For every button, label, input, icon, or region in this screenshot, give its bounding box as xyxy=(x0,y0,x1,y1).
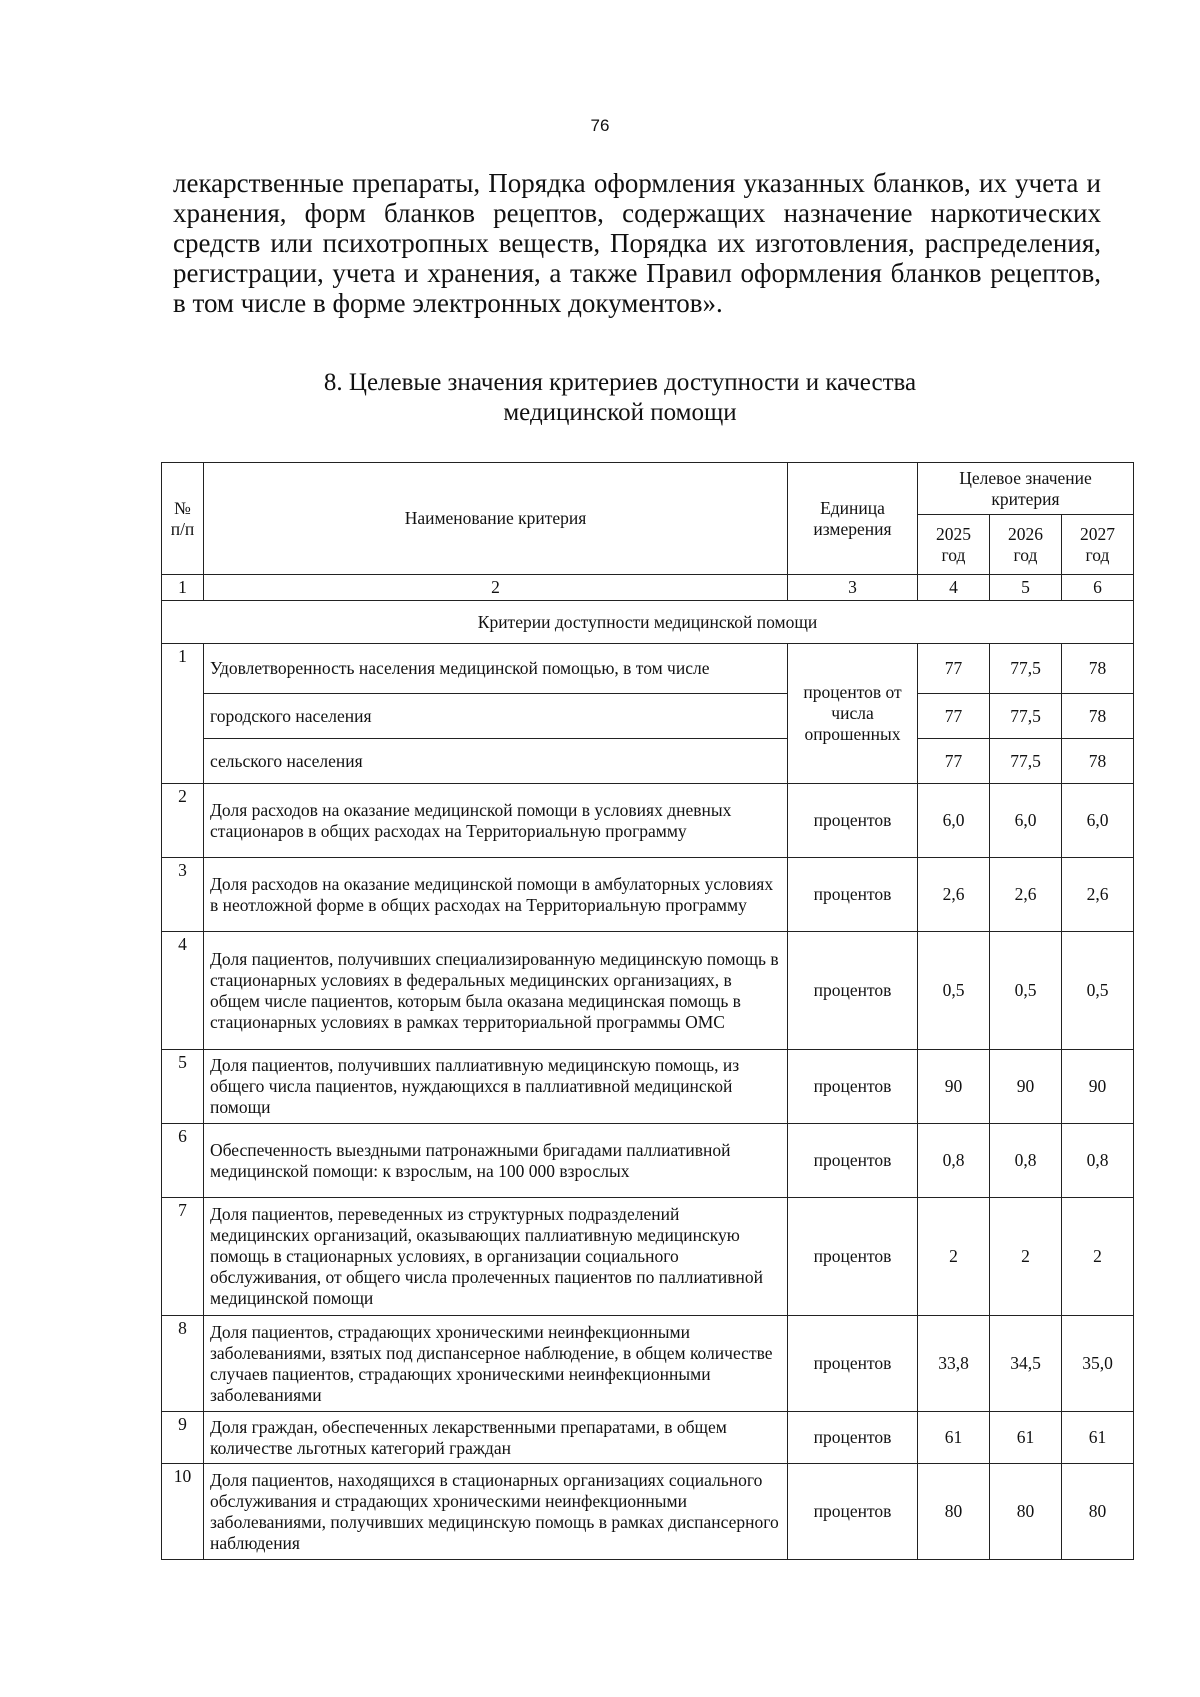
row-value-2027: 90 xyxy=(1062,1050,1134,1124)
row-unit: процентов xyxy=(788,1124,918,1198)
column-number: 2 xyxy=(204,575,788,601)
row-name: Удовлетворенность населения медицинской помощью, в том числе xyxy=(204,644,788,694)
row-name: сельского населения xyxy=(204,739,788,784)
row-num: 10 xyxy=(162,1464,204,1560)
row-value-2026: 77,5 xyxy=(990,694,1062,739)
table-row xyxy=(162,1124,1134,1198)
table-row xyxy=(162,1198,1134,1316)
section-heading xyxy=(180,368,1060,428)
row-unit: процентов xyxy=(788,1412,918,1464)
row-value-2026: 61 xyxy=(990,1412,1062,1464)
row-num: 8 xyxy=(162,1316,204,1412)
table-body xyxy=(162,601,1134,1560)
row-value-2026: 6,0 xyxy=(990,784,1062,858)
row-value-2027: 35,0 xyxy=(1062,1316,1134,1412)
row-num: 1 xyxy=(162,644,204,784)
row-value-2027: 80 xyxy=(1062,1464,1134,1560)
row-name: Доля пациентов, получивших паллиативную медицинскую помощь, из общего числа пациентов, нуждающихся в паллиативной медицинской помощи xyxy=(204,1050,788,1124)
row-unit: процентов xyxy=(788,1050,918,1124)
row-unit: процентов xyxy=(788,858,918,932)
header-row xyxy=(162,463,1134,515)
column-number: 3 xyxy=(788,575,918,601)
row-value-2025: 6,0 xyxy=(918,784,990,858)
table-row xyxy=(162,644,1134,694)
row-value-2026: 2,6 xyxy=(990,858,1062,932)
row-num: 5 xyxy=(162,1050,204,1124)
row-value-2026: 80 xyxy=(990,1464,1062,1560)
row-unit: процентов xyxy=(788,1316,918,1412)
row-unit: процентов xyxy=(788,784,918,858)
row-name: Доля пациентов, переведенных из структурных подразделений медицинских организаций, оказывающих паллиативную медицинскую помощь в стационарных условиях, в организации социального обслуживания, от общего числа пролеченных пациентов по паллиативной медицинской помощи xyxy=(204,1198,788,1316)
row-name: Доля пациентов, страдающих хроническими неинфекционными заболеваниями, взятых под диспансерное наблюдение, в общем количестве случаев пациентов, страдающих хроническими неинфекционными заболеваниями xyxy=(204,1316,788,1412)
row-value-2027: 61 xyxy=(1062,1412,1134,1464)
row-name: Обеспеченность выездными патронажными бригадами паллиативной медицинской помощи: к взрослым, на 100 000 взрослых xyxy=(204,1124,788,1198)
section-heading-line-2: медицинской помощи xyxy=(503,399,737,426)
column-number: 4 xyxy=(918,575,990,601)
row-value-2025: 90 xyxy=(918,1050,990,1124)
row-value-2027: 78 xyxy=(1062,694,1134,739)
row-value-2025: 80 xyxy=(918,1464,990,1560)
header-year-2026: 2026 год xyxy=(990,515,1062,575)
page-number: 76 xyxy=(590,116,610,135)
row-value-2027: 2 xyxy=(1062,1198,1134,1316)
row-value-2026: 2 xyxy=(990,1198,1062,1316)
row-unit: процентов xyxy=(788,1198,918,1316)
row-num: 4 xyxy=(162,932,204,1050)
column-number: 5 xyxy=(990,575,1062,601)
row-name: Доля пациентов, находящихся в стационарных организациях социального обслуживания и страдающих хроническими неинфекционными заболеваниями, получивших медицинскую помощь в рамках диспансерного наблюдения xyxy=(204,1464,788,1560)
table-row xyxy=(162,784,1134,858)
row-value-2027: 0,5 xyxy=(1062,932,1134,1050)
row-name: городского населения xyxy=(204,694,788,739)
row-value-2027: 78 xyxy=(1062,739,1134,784)
table-row xyxy=(162,1050,1134,1124)
column-number: 6 xyxy=(1062,575,1134,601)
row-value-2026: 77,5 xyxy=(990,644,1062,694)
row-name: Доля пациентов, получивших специализированную медицинскую помощь в стационарных условиях в федеральных медицинских организациях, в общем числе пациентов, которым была оказана медицинская помощь в стационарных условиях в рамках территориальной программы ОМС xyxy=(204,932,788,1050)
table-row xyxy=(162,932,1134,1050)
table-header xyxy=(162,463,1134,601)
row-unit: процентов xyxy=(788,932,918,1050)
row-value-2025: 33,8 xyxy=(918,1316,990,1412)
row-unit: процентов xyxy=(788,1464,918,1560)
row-value-2026: 77,5 xyxy=(990,739,1062,784)
header-name: Наименование критерия xyxy=(204,463,788,575)
table-row xyxy=(162,1412,1134,1464)
row-value-2025: 2,6 xyxy=(918,858,990,932)
section-title: Критерии доступности медицинской помощи xyxy=(162,601,1134,644)
row-name: Доля граждан, обеспеченных лекарственными препаратами, в общем количестве льготных категорий граждан xyxy=(204,1412,788,1464)
header-year-2027: 2027 год xyxy=(1062,515,1134,575)
row-name: Доля расходов на оказание медицинской помощи в условиях дневных стационаров в общих расходах на Территориальную программу xyxy=(204,784,788,858)
section-row xyxy=(162,601,1134,644)
header-num: № п/п xyxy=(162,463,204,575)
row-value-2027: 6,0 xyxy=(1062,784,1134,858)
table-row xyxy=(162,858,1134,932)
row-value-2026: 34,5 xyxy=(990,1316,1062,1412)
row-num: 9 xyxy=(162,1412,204,1464)
row-value-2025: 0,8 xyxy=(918,1124,990,1198)
row-value-2027: 0,8 xyxy=(1062,1124,1134,1198)
row-unit: процентов от числа опрошенных xyxy=(788,644,918,784)
table-row xyxy=(162,1464,1134,1560)
row-value-2027: 2,6 xyxy=(1062,858,1134,932)
header-target: Целевое значение критерия xyxy=(918,463,1134,515)
column-numbers-row xyxy=(162,575,1134,601)
section-heading-line-1: 8. Целевые значения критериев доступности и качества xyxy=(323,369,917,396)
table-row xyxy=(162,739,1134,784)
row-num: 2 xyxy=(162,784,204,858)
row-value-2026: 0,8 xyxy=(990,1124,1062,1198)
row-num: 7 xyxy=(162,1198,204,1316)
row-value-2025: 77 xyxy=(918,694,990,739)
row-value-2025: 0,5 xyxy=(918,932,990,1050)
row-value-2025: 61 xyxy=(918,1412,990,1464)
row-name: Доля расходов на оказание медицинской помощи в амбулаторных условиях в неотложной форме в общих расходах на Территориальную программу xyxy=(204,858,788,932)
row-value-2025: 2 xyxy=(918,1198,990,1316)
header-unit: Единица измерения xyxy=(788,463,918,575)
criteria-table xyxy=(161,462,1134,1560)
table-row xyxy=(162,1316,1134,1412)
header-year-2025: 2025 год xyxy=(918,515,990,575)
row-num: 3 xyxy=(162,858,204,932)
intro-paragraph: лекарственные препараты, Порядка оформления указанных бланков, их учета и хранения, форм бланков рецептов, содержащих назначение наркотических средств или психотропных веществ, Порядка их изготовления, распределения, регистрации, учета и хранения, а также Правил оформления бланков рецептов, в том числе в форме электронных документов». xyxy=(173,168,1101,318)
row-value-2025: 77 xyxy=(918,739,990,784)
row-value-2025: 77 xyxy=(918,644,990,694)
table-row xyxy=(162,694,1134,739)
row-value-2026: 90 xyxy=(990,1050,1062,1124)
row-value-2027: 78 xyxy=(1062,644,1134,694)
column-number: 1 xyxy=(162,575,204,601)
row-value-2026: 0,5 xyxy=(990,932,1062,1050)
row-num: 6 xyxy=(162,1124,204,1198)
